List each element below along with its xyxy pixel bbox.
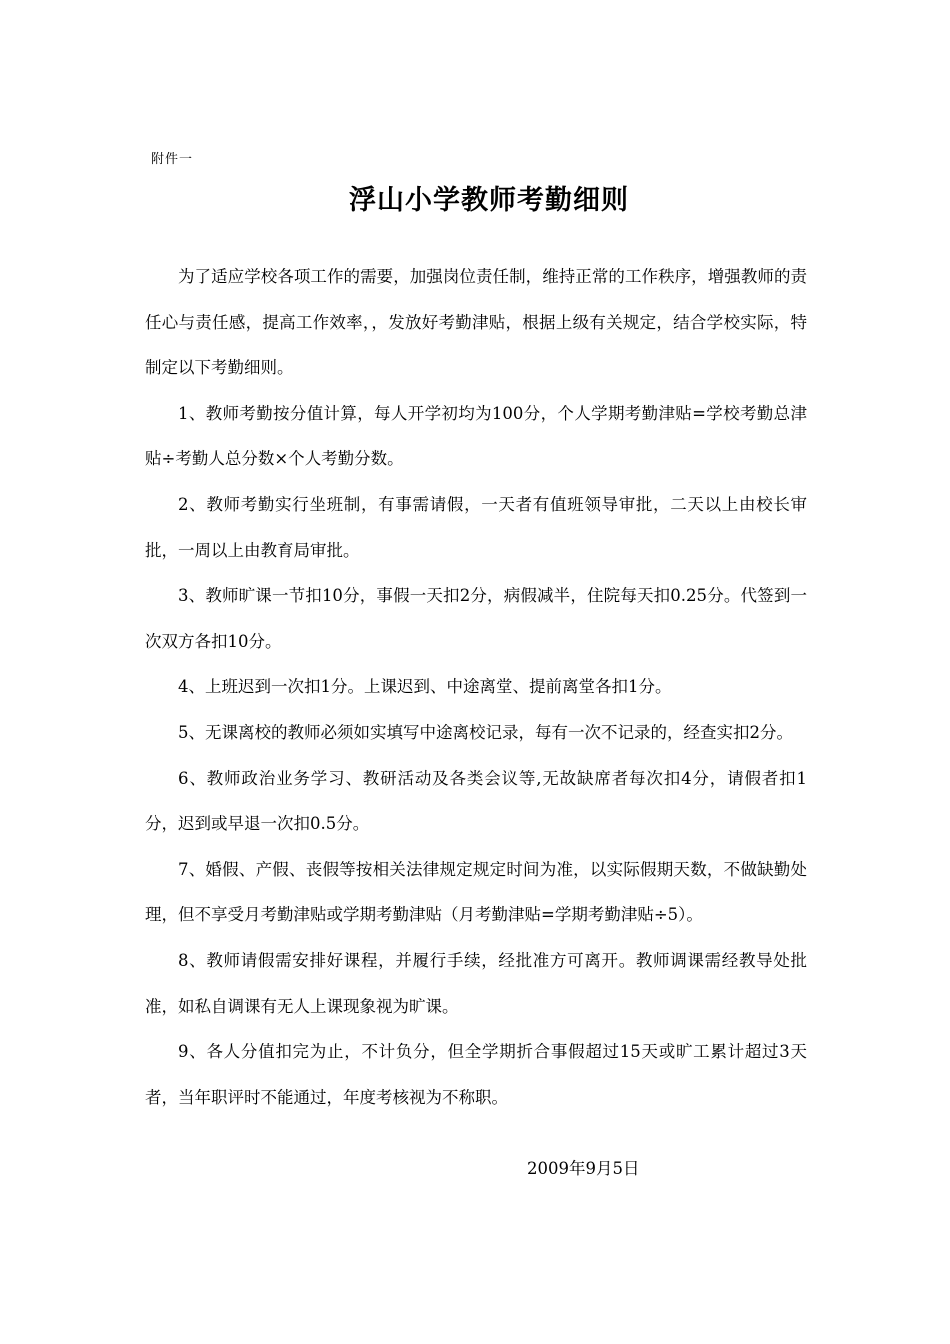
rule-8-paragraph: 8、教师请假需安排好课程，并履行手续，经批准方可离开。教师调课需经教导处批准，如私自调课有无人上课现象视为旷课。	[145, 950, 807, 1016]
rule-6-paragraph: 6、教师政治业务学习、教研活动及各类会议等,无故缺席者每次扣4分，请假者扣1分，迟到或早退一次扣0.5分。	[145, 768, 807, 834]
rule-1-paragraph: 1、教师考勤按分值计算，每人开学初均为100分，个人学期考勤津贴=学校考勤总津贴÷考勤人总分数×个人考勤分数。	[145, 403, 807, 469]
intro-paragraph: 为了适应学校各项工作的需要，加强岗位责任制，维持正常的工作秩序，增强教师的责任心与责任感，提高工作效率，，发放好考勤津贴，根据上级有关规定，结合学校实际，特制定以下考勤细则。	[145, 267, 807, 378]
rule-9-paragraph: 9、各人分值扣完为止，不计负分，但全学期折合事假超过15天或旷工累计超过3天者，当年职评时不能通过，年度考核视为不称职。	[145, 1042, 807, 1107]
rule-5-paragraph: 5、无课离校的教师必须如实填写中途离校记录，每有一次不记录的，经查实扣2分。	[178, 722, 793, 742]
rule-4-paragraph: 4、上班迟到一次扣1分。上课迟到、中途离堂、提前离堂各扣1分。	[178, 677, 672, 697]
rule-3-paragraph: 3、教师旷课一节扣10分，事假一天扣2分，病假减半，住院每天扣0.25分。代签到一次双方各扣10分。	[145, 586, 807, 651]
rule-7-paragraph: 7、婚假、产假、丧假等按相关法律规定规定时间为准，以实际假期天数，不做缺勤处理，但不享受月考勤津贴或学期考勤津贴（月考勤津贴=学期考勤津贴÷5）。	[145, 859, 807, 925]
rule-2-paragraph: 2、教师考勤实行坐班制，有事需请假，一天者有值班领导审批，二天以上由校长审批，一周以上由教育局审批。	[145, 494, 807, 560]
document-date: 2009年9月5日	[527, 1159, 640, 1178]
document-body	[145, 254, 807, 1120]
attachment-label: 附件一	[151, 152, 194, 167]
document-title: 浮山小学教师考勤细则	[349, 185, 629, 216]
